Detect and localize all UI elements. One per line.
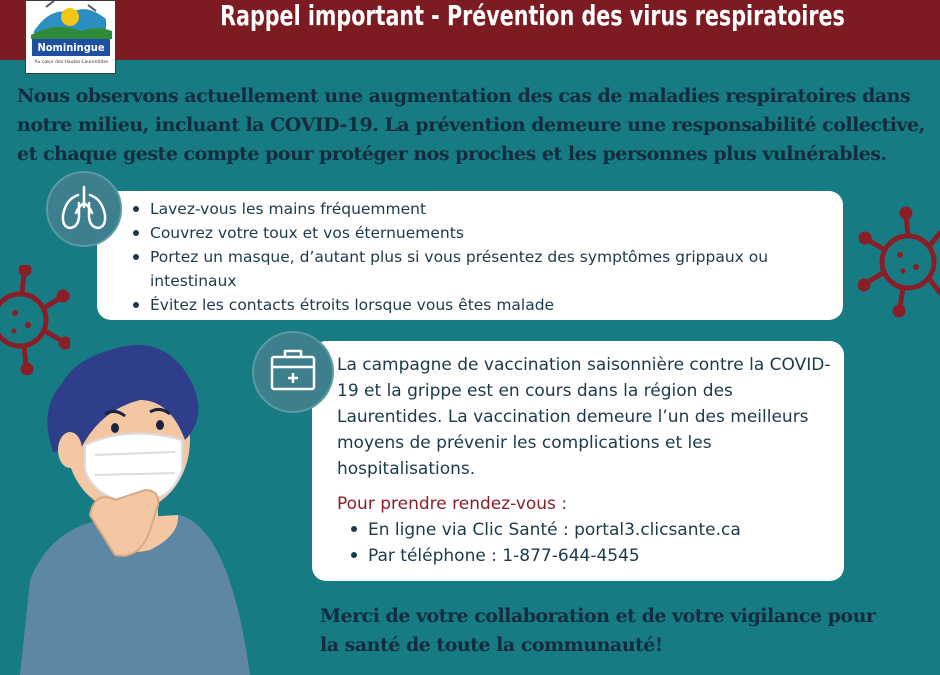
vaccination-text: La campagne de vaccination saisonnière contre la COVID-19 et la grippe est en cours dans la région des Laurentides. La vaccination demeure l’un des meilleurs moyens de prévenir les complications et les hospitalisations. xyxy=(337,355,831,479)
page-title: Rappel important - Prévention des virus respiratoires xyxy=(220,0,845,32)
logo-tagline: Au cœur des Hautes-Laurentides xyxy=(34,60,109,65)
list-item: Évitez les contacts étroits lorsque vous êtes malade xyxy=(150,293,840,317)
lungs-icon-badge xyxy=(46,171,122,247)
virus-icon xyxy=(858,205,940,320)
list-item: Couvrez votre toux et vos éternuements xyxy=(150,221,840,245)
list-item: Portez un masque, d’autant plus si vous présentez des symptômes grippaux ou intestinaux xyxy=(150,245,840,293)
appointment-options-list xyxy=(368,517,838,569)
header-banner xyxy=(0,0,940,60)
masked-person-illustration xyxy=(0,330,270,675)
first-aid-kit-icon xyxy=(254,333,332,411)
first-aid-kit-icon-badge xyxy=(252,331,334,413)
list-item: Lavez-vous les mains fréquemment xyxy=(150,197,840,221)
municipality-logo xyxy=(25,0,116,74)
list-item: En ligne via Clic Santé : portal3.clicsante.ca xyxy=(368,517,838,543)
logo-emblem-icon xyxy=(26,1,117,41)
appointment-label: Pour prendre rendez-vous : xyxy=(337,494,568,514)
lungs-icon xyxy=(48,173,120,245)
logo-name: Nominingue xyxy=(32,39,110,56)
closing-message: Merci de votre collaboration et de votre vigilance pour la santé de toute la communauté! xyxy=(320,605,876,656)
list-item: Par téléphone : 1-877-644-4545 xyxy=(368,543,838,569)
intro-paragraph: Nous observons actuellement une augmentation des cas de maladies respiratoires dans notre milieu, incluant la COVID-19. La prévention demeure une responsabilité collective, et chaque geste compte pour protéger nos proches et les personnes plus vulnérables. xyxy=(17,85,925,165)
prevention-tips-list xyxy=(150,197,840,317)
